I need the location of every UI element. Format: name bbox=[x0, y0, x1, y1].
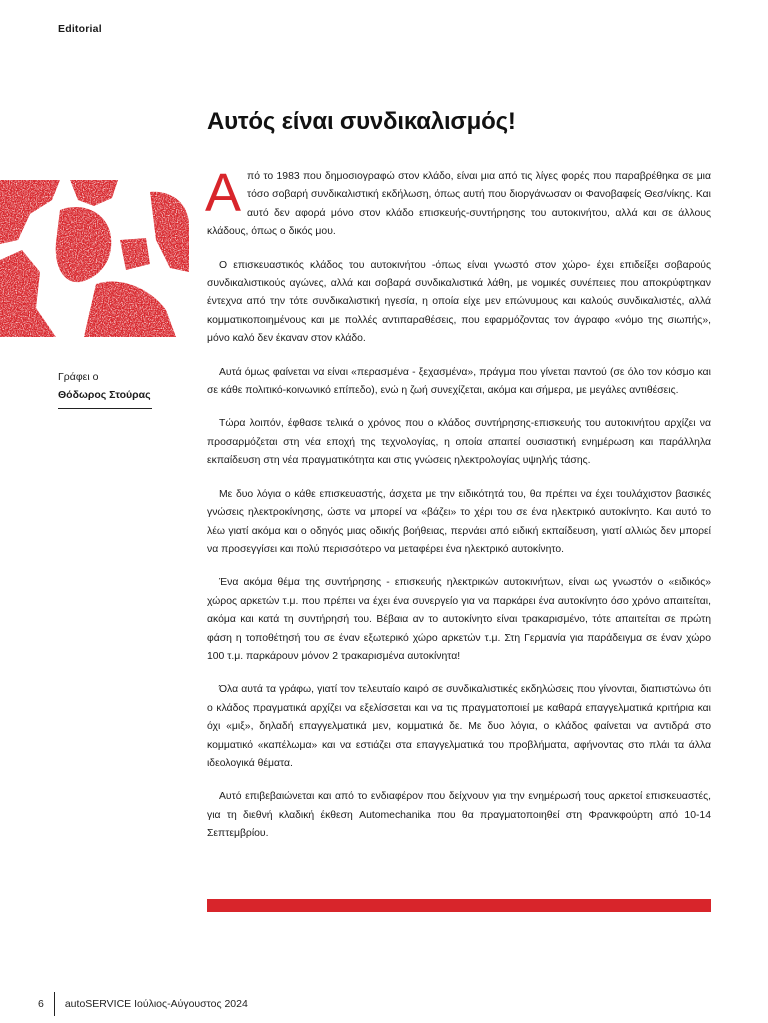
article-paragraph: Αυτό επιβεβαιώνεται και από το ενδιαφέρον που δείχνουν για την ενημέρωσή τους αρκετοί επισκευαστές, για τη διεθνή κλαδική έκθεση Automechanika που θα πραγματοποιηθεί στη Φρανκφούρτη από 10-14 Σεπτεμβρίου. bbox=[207, 791, 711, 840]
publication-name: autoSERVICE Ιούλιος-Αύγουστος 2024 bbox=[64, 998, 248, 1010]
article-paragraph: Με δυο λόγια ο κάθε επισκευαστής, άσχετα με την ειδικότητά του, θα πρέπει να έχει τουλάχιστον βασικές γνώσεις ηλεκτροκίνησης, ώστε να μπορεί να «βάζει» το χέρι του σε ένα ηλεκτρικό αυτοκίνητο. Και αυτό το λέω γιατί ακόμα και ο οδηγός μιας οδικής βοήθειας, περνάει από ειδική εκπαίδευση, γιατί αλλιώς δεν μπορεί να προσεγγίσει και πολύ περισσότερο να μεταφέρει ένα ηλεκτρικό αυτοκίνητο. bbox=[207, 488, 711, 555]
byline-rule bbox=[58, 408, 152, 409]
article-paragraph: Αυτά όμως φαίνεται να είναι «περασμένα - ξεχασμένα», πράγμα που γίνεται παντού (σε όλο τον κόσμο και σε κάθε πολιτικό-κοινωνικό επίπεδο), ενώ η ζωή συνεχίζεται, ακόμα και σήμερα, με μεγάλες αντιθέσεις. bbox=[207, 366, 711, 397]
byline bbox=[58, 368, 152, 409]
author-photo bbox=[0, 180, 189, 337]
article-end-bar bbox=[207, 899, 711, 912]
dropcap-letter: Α bbox=[205, 163, 242, 223]
byline-author: Θόδωρος Στούρας bbox=[58, 389, 151, 401]
page-footer bbox=[38, 992, 248, 1016]
article-paragraph: Τώρα λοιπόν, έφθασε τελικά ο χρόνος που ο κλάδος συντήρησης-επισκευής του αυτοκινήτου αρχίζει να προσαρμόζεται στη νέα εποχή της τεχνολογίας, η οποία απαιτεί ουσιαστική ενημέρωση και παράλληλα εκπαίδευση στη νέα πραγματικότητα και στις γνώσεις ηλεκτρολογίας υψηλής τάσης. bbox=[207, 418, 711, 467]
article-paragraph: Ο επισκευαστικός κλάδος του αυτοκινήτου -όπως είναι γνωστό στον χώρο- έχει επιδείξει σοβαρούς συνδικαλιστικούς αγώνες, αλλά και σοβαρά συνδικαλιστικά λάθη, με νομικές συνέπειες που αποκρύφτηκαν έντεχνα από την τότε συνδικαλιστική ηγεσία, η οποία είχε μεν επώνυμους και καλούς συνδικαλιστές, αλλά κομματικοποιημένους και με πολλές αντιπαραθέσεις, που εφαρμόζοντας τον άγραφο «νόμο της σιωπής», μόνο καλό δεν έκαναν στον κλάδο. bbox=[207, 259, 711, 345]
footer-divider bbox=[54, 992, 55, 1016]
byline-prefix: Γράφει ο bbox=[58, 371, 99, 383]
article-lead-paragraph bbox=[205, 163, 711, 242]
headline: Αυτός είναι συνδικαλισμός! bbox=[207, 108, 516, 135]
lead-text: πό το 1983 που δημοσιογραφώ στον κλάδο, είναι μια από τις λίγες φορές που παραβρέθηκα σε μια τόσο σοβαρή συνδικαλιστική εκδήλωση, όπως αυτή που διοργάνωσαν οι Φανοβαφείς Θεσ/νίκης. Και αυτό δεν αφορά μόνο στον κλάδο επισκευής-συντήρησης του αυτοκινήτου, αλλά και σε άλλους κλάδους, όπως ο δικός μου. bbox=[207, 171, 711, 238]
article-paragraph: Όλα αυτά τα γράφω, γιατί τον τελευταίο καιρό σε συνδικαλιστικές εκδηλώσεις που γίνονται, διαπιστώνω ότι ο κλάδος πραγματικά αρχίζει να εξελίσσεται και να τις πραγματοποιεί με καθαρά επαγγελματικά κριτήρια και όχι «μιξ», δηλαδή επαγγελματικά μεν, κομματικά δε. Με δυο λόγια, ο κλάδος φαίνεται να αντιδρά στο κομματικό «καπέλωμα» και να εστιάζει στα επαγγελματικά του προβλήματα, αφήνοντας στο πλάι τα άλλα ιδεολογικά θέματα. bbox=[207, 684, 711, 769]
section-label: Editorial bbox=[58, 23, 102, 35]
page-number: 6 bbox=[38, 998, 44, 1010]
article-body bbox=[205, 163, 711, 859]
article-paragraph: Ένα ακόμα θέμα της συντήρησης - επισκευής ηλεκτρικών αυτοκινήτων, είναι ως γνωστόν ο «ειδικός» χώρος αρκετών τ.μ. που πρέπει να έχει ένα συνεργείο για να παρκάρει ένα αυτοκίνητο όσο χρόνο απαιτείται, ακόμα και κατά τη συντήρησή του. Βέβαια αν το αυτοκίνητο είναι τρακαρισμένο, τότε απαιτείται σε πρώτη φάση η τοποθέτησή του σε έναν εξωτερικό χώρο αρκετών τ.μ. Στη Γερμανία για παράδειγμα σε έναν χώρο 100 τ.μ. παρκάρουν μόνον 2 τρακαρισμένα αυτοκίνητα! bbox=[207, 577, 711, 662]
